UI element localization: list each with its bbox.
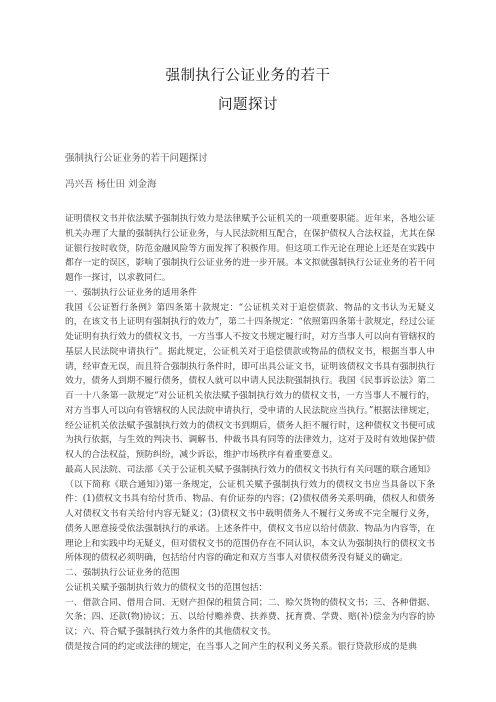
document-title-line-1: 强制执行公证业务的若干	[165, 68, 331, 84]
section-heading-2: 二、强制执行公证业务的范围	[65, 568, 180, 578]
body-paragraph: 公证机关赋予强制执行效力的债权文书的范围包括：	[65, 582, 268, 593]
body-paragraph: 债是按合同的约定或法律的规定，在当事人之间产生的权利义务关系。银行贷款形成的是典	[65, 641, 417, 652]
intro-paragraph: 证明债权文书并依法赋予强制执行效力是法律赋予公证机关的一项重要职能。近年来，各地公证机关办理了大量的强制执行公证业务，与人民法院相互配合，在保护债权人合法权益，尤其在保证银行按时收贷，防范金融风险等方面发挥了积极作用。但这项工作无论在理论上还是在实践中都存一定的误区，影响了强制执行公证业务的进一步开展。本文拟就强制执行公证业务的若干问题作一探讨，以求教同仁。	[65, 214, 435, 283]
body-paragraph: 最高人民法院、司法部《关于公证机关赋予强制执行效力的债权文书执行有关问题的联合通知》（以下简称《联合通知》)第一条规定，公证机关赋予强制执行效力的债权文书应当具备以下条件：(1)债权文书具有给付货币、物品、有价证券的内容；(2)债权债务关系明确，债权人和债务人对债权文书有关给付内容无疑义；(3)债权文书中载明债务人不履行义务或不完全履行义务，债务人愿意接受依法强制执行的承诺。上述条件中，债权文书应以给付债款、物品为内容等，在理论上和实践中均无疑义，但对债权文书的范围仍存在不同认识，本文认为强制执行的债权文书所体现的债权必须明确，包括给付内容的确定和双方当事人对债权债务没有疑义的确定。	[65, 464, 435, 564]
body-paragraph: 一、借款合同、借用合同、无财产担保的租赁合同；二、赊欠货物的债权文书；三、各种借据、欠条；四、还款(物)协议；五、以给付赡养费、扶养费、抚育费、学费、赔(补)偿金为内容的协议；六、符合赋予强制执行效力条件的其他债权文书。	[65, 597, 435, 637]
document-title-line-2: 问题探讨	[218, 97, 278, 113]
document-subtitle: 强制执行公证业务的若干问题探讨	[65, 153, 208, 164]
document-authors: 冯兴吾 杨仕田 刘金海	[65, 179, 157, 190]
body-paragraph: 我国《公证暂行条例》第四条第十款规定：“公证机关对于追偿债款、物品的文书认为无疑义的，在该文书上证明有强制执行的效力”，第二十四条规定：“依照第四条第十款规定，经过公证处证明有执行效力的债权文书，一方当事人不按文书规定履行时，对方当事人可以向有管辖权的基层人民法院申请执行”。据此规定，公证机关对于追偿债款或物品的债权文书，根据当事人申请，经审查无误，而且符合强制执行条件时，即可出具公证文书，证明该债权文书具有强制执行效力，债务人到期不履行债务，债权人就可以申请人民法院强制执行。我国《民事诉讼法》第二百一十八条第一款规定“对公证机关依法赋予强制执行效力的债权文书，一方当事人不履行的，对方当事人可以向有管辖权的人民法院申请执行，受申请的人民法院应当执行。”根据法律规定，经公证机关依法赋予强制执行效力的债权文书到期后，债务人拒不履行时，这种债权文书便可成为执行依据，与生效的判决书、调解书、仲裁书具有同等的法律效力，这对于及时有效地保护债权人的合法权益，预防纠纷，减少诉讼，维护市场秩序有着重要意义。	[65, 302, 435, 460]
document-body	[65, 212, 435, 655]
section-heading-1: 一、强制执行公证业务的适用条件	[65, 287, 197, 298]
